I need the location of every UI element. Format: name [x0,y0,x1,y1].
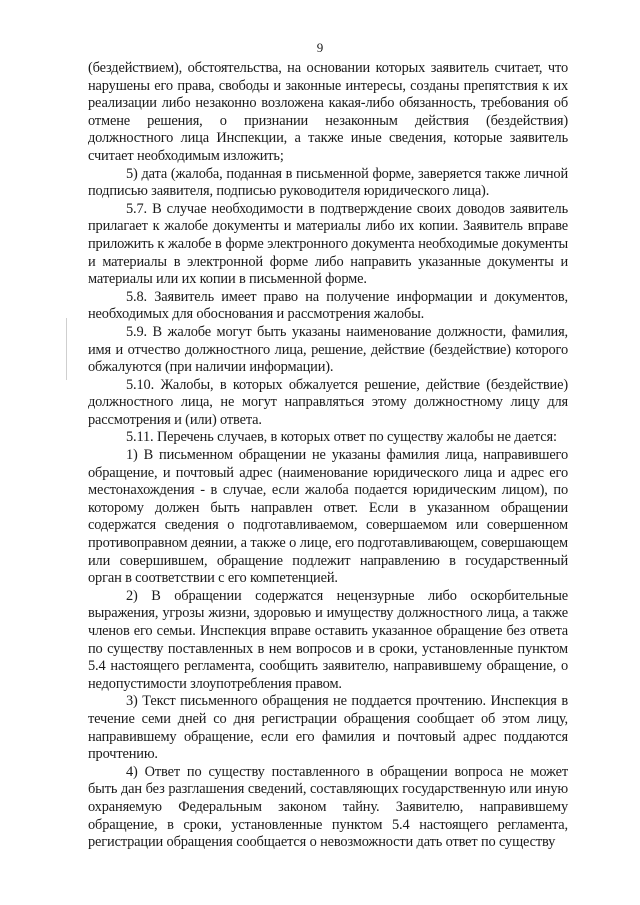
page-number: 9 [316,40,324,55]
paragraph-5-10: 5.10. Жалобы, в которых обжалуется решение, действие (бездействие) должностного лица, не могут направляться этому должностному лицу для рассмотрения и (или) ответа. [88,376,568,428]
paragraph-5-8: 5.8. Заявитель имеет право на получение информации и документов, необходимых для обоснования и рассмотрения жалобы. [88,288,568,323]
list-item-3: 3) Текст письменного обращения не поддается прочтению. Инспекция в течение семи дней со дня регистрации обращения сообщает об этом лицу, направившему обращение, если его фамилия и почтовый адрес поддаются прочтению. [88,693,568,763]
document-body [88,60,568,852]
paragraph-5-7: 5.7. В случае необходимости в подтверждение своих доводов заявитель прилагает к жалобе документы и материалы либо их копии. Заявитель вправе приложить к жалобе в форме электронного документа необходимые документы и материалы в электронной форме либо направить указанные документы и материалы или их копии в письменной форме. [88,200,568,288]
paragraph-continuation: (бездействием), обстоятельства, на основании которых заявитель считает, что нарушены его права, свободы и законные интересы, созданы препятствия к их реализации либо незаконно возложена какая-либо обязанность, требования об отмене решения, о признании незаконным действия (бездействия) должностного лица Инспекции, а также иные сведения, которые заявитель считает необходимым изложить; [88,60,568,164]
list-item-1: 1) В письменном обращении не указаны фамилия лица, направившего обращение, и почтовый адрес (наименование юридического лица и адрес его местонахождения - в случае, если жалоба подается юридическим лицом), по которому должен быть направлен ответ. Если в указанном обращении содержатся сведения о подготавливаемом, совершаемом или совершенном противоправном деянии, а также о лице, его подготавливающем, совершающем или совершившем, обращение подлежит направлению в государственный орган в соответствии с его компетенцией. [88,447,568,587]
paragraph-item-5: 5) дата (жалоба, поданная в письменной форме, заверяется также личной подписью заявителя, подписью руководителя юридического лица). [88,165,568,200]
paragraph-5-11: 5.11. Перечень случаев, в которых ответ по существу жалобы не дается: [126,429,557,446]
margin-mark [66,318,67,380]
list-item-4: 4) Ответ по существу поставленного в обращении вопроса не может быть дан без разглашения сведений, составляющих государственную или иную охраняемую Федеральным законом тайну. Заявителю, направившему обращение, в сроки, установленные пунктом 5.4 настоящего регламента, регистрации обращения сообщается о невозможности дать ответ по существу [88,763,568,851]
paragraph-5-9: 5.9. В жалобе могут быть указаны наименование должности, фамилия, имя и отчество должностного лица, решение, действие (бездействие) которого обжалуются (при наличии информации). [88,323,568,376]
list-item-2: 2) В обращении содержатся нецензурные либо оскорбительные выражения, угрозы жизни, здоровью и имуществу должностного лица, а также членов его семьи. Инспекция вправе оставить указанное обращение без ответа по существу поставленных в нем вопросов и в сроки, установленные пунктом 5.4 настоящего регламента, сообщить заявителю, направившему обращение, о недопустимости злоупотребления правом. [88,587,568,692]
